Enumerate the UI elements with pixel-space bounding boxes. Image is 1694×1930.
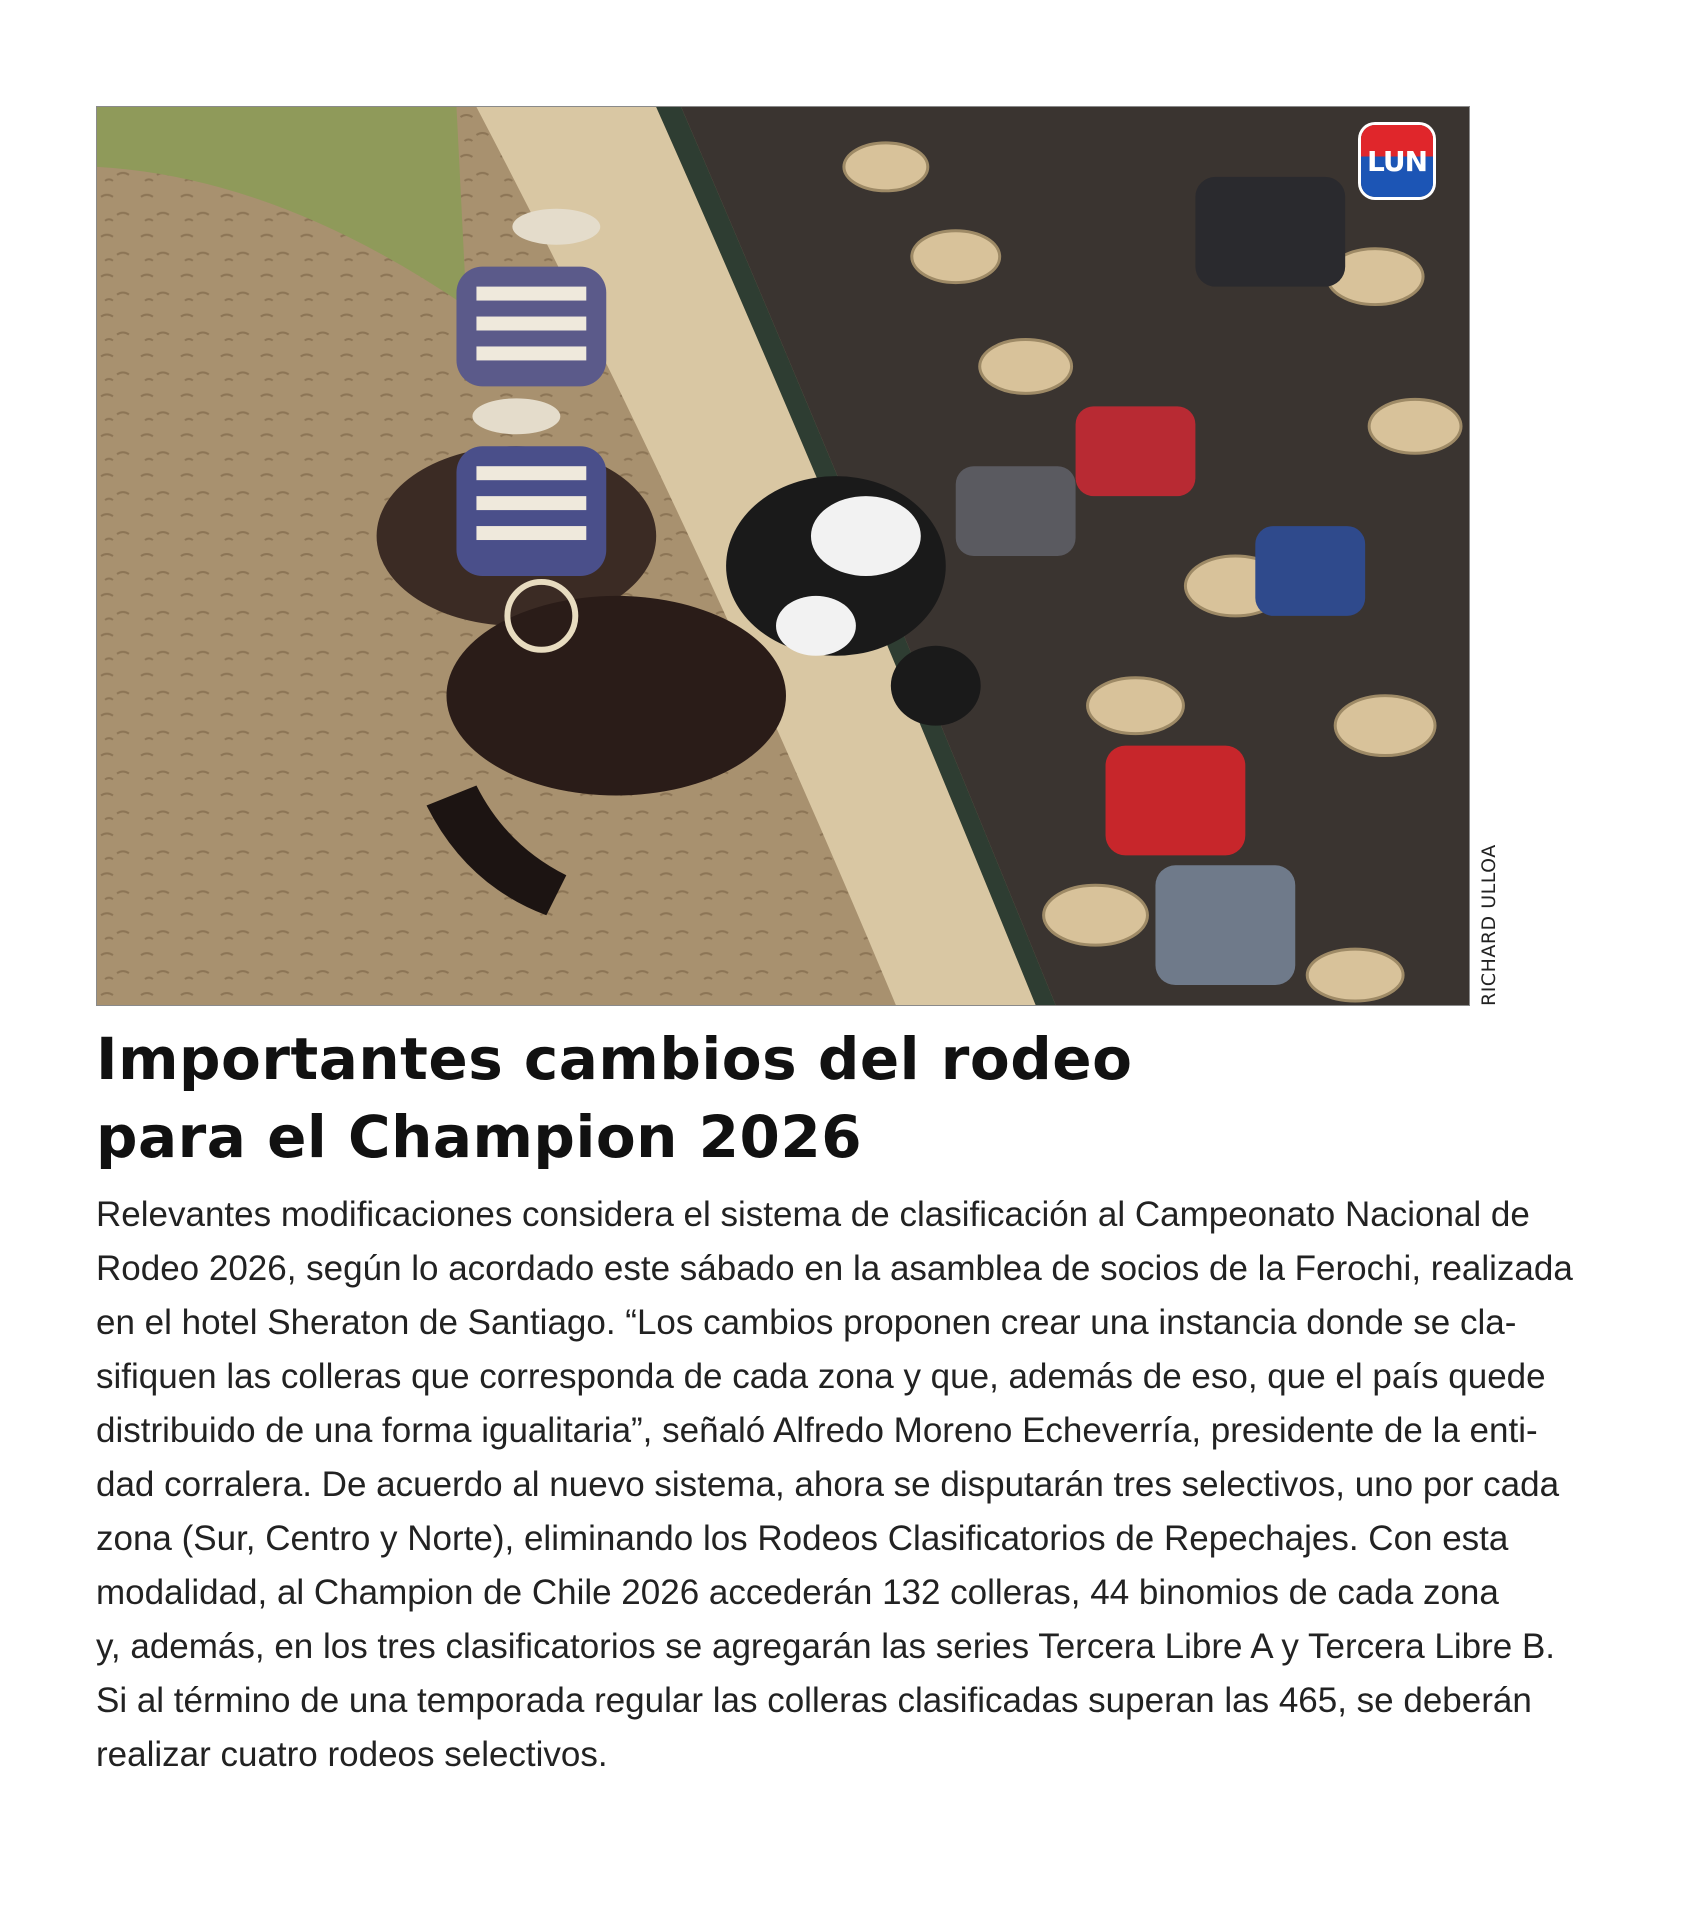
body-line: en el hotel Sheraton de Santiago. “Los cambios proponen crear una instancia donde se cla- bbox=[96, 1303, 1517, 1342]
body-line: realizar cuatro rodeos selectivos. bbox=[96, 1735, 608, 1774]
body-line: zona (Sur, Centro y Norte), eliminando los Rodeos Clasificatorios de Repechajes. Con esta bbox=[96, 1519, 1509, 1558]
lun-logo-text: LUN bbox=[1366, 144, 1427, 178]
body-line: dad corralera. De acuerdo al nuevo sistema, ahora se disputarán tres selectivos, uno por cada bbox=[96, 1465, 1560, 1504]
body-line: y, además, en los tres clasificatorios se agregarán las series Tercera Libre A y Tercera Libre B. bbox=[96, 1627, 1556, 1666]
rodeo-arena-illustration bbox=[97, 107, 1469, 1005]
headline-line-2: para el Champion 2026 bbox=[96, 1103, 863, 1171]
body-line: Rodeo 2026, según lo acordado este sábado en la asamblea de socios de la Ferochi, realizada bbox=[96, 1249, 1573, 1288]
article-body bbox=[96, 1188, 1656, 1782]
body-line: sifiquen las colleras que corresponda de cada zona y que, además de eso, que el país quede bbox=[96, 1357, 1546, 1396]
headline-line-1: Importantes cambios del rodeo bbox=[96, 1025, 1133, 1093]
lun-logo-badge bbox=[1361, 125, 1433, 197]
body-line: Relevantes modificaciones considera el sistema de clasificación al Campeonato Nacional de bbox=[96, 1195, 1530, 1234]
photo-credit: RICHARD ULLOA bbox=[1478, 844, 1500, 1006]
body-line: Si al término de una temporada regular las colleras clasificadas superan las 465, se deberán bbox=[96, 1681, 1532, 1720]
rodeo-photo bbox=[96, 106, 1470, 1006]
article-headline bbox=[96, 1020, 1476, 1176]
body-line: modalidad, al Champion de Chile 2026 accederán 132 colleras, 44 binomios de cada zona bbox=[96, 1573, 1499, 1612]
body-line: distribuido de una forma igualitaria”, señaló Alfredo Moreno Echeverría, presidente de la enti- bbox=[96, 1411, 1538, 1450]
